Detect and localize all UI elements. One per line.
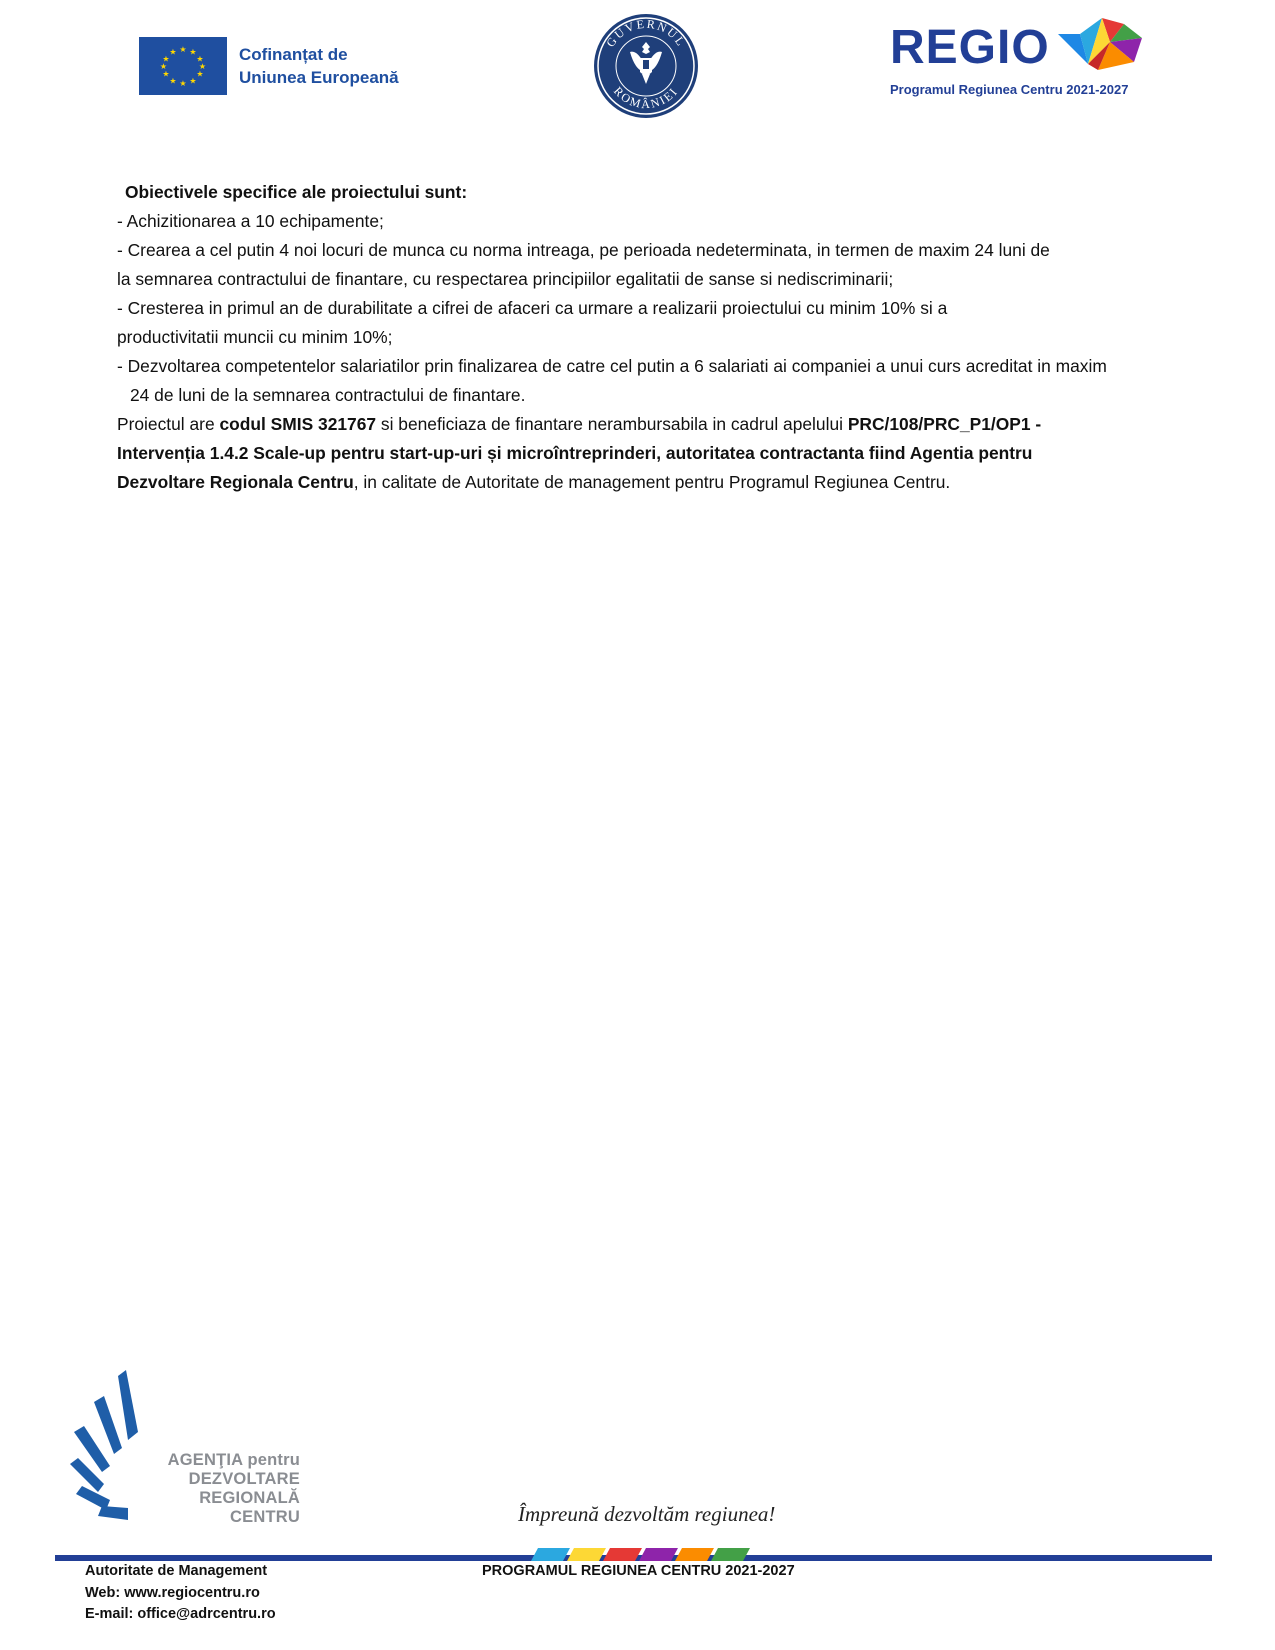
svg-text:★: ★	[169, 76, 177, 86]
svg-text:★: ★	[169, 47, 177, 57]
program-name: PROGRAMUL REGIUNEA CENTRU 2021-2027	[482, 1563, 795, 1579]
agency-name: Dezvoltare Regionala Centru	[117, 472, 354, 492]
regio-subtitle: Programul Regiunea Centru 2021-2027	[890, 82, 1129, 97]
romanian-government-seal	[592, 12, 700, 120]
smis-code: codul SMIS 321767	[219, 414, 377, 434]
funding-text: Proiectul are	[117, 414, 220, 434]
funding-paragraph	[117, 410, 1227, 497]
eu-line-1: Cofinanțat de	[239, 45, 348, 64]
objective-line: - Cresterea in primul an de durabilitate a cifrei de afaceri ca urmare a realizarii proiectului cu minim 10% si a	[117, 298, 948, 318]
adr-line-4: CENTRU	[230, 1508, 300, 1526]
svg-text:★: ★	[198, 62, 207, 71]
funding-text: , in calitate de Autoritate de management pentru Programul Regiunea Centru.	[353, 472, 951, 492]
regio-color-mark-icon	[1058, 18, 1142, 80]
svg-text:★: ★	[162, 69, 170, 79]
svg-text:★: ★	[196, 69, 204, 79]
seal-top-text: GUVERNUL	[603, 16, 689, 50]
eu-flag-icon	[139, 37, 227, 95]
eu-line-2: Uniunea Europeană	[239, 68, 399, 87]
svg-text:★: ★	[189, 76, 197, 86]
email-address[interactable]: E-mail: office@adrcentru.ro	[85, 1606, 276, 1622]
objective-line: productivitatii muncii cu minim 10%;	[117, 327, 393, 347]
authority-label: Autoritate de Management	[85, 1563, 268, 1579]
adr-logo-text	[168, 1451, 300, 1527]
regio-logo	[890, 18, 1150, 103]
objectives-heading: Obiectivele specifice ale proiectului sunt:	[125, 182, 468, 202]
objective-line: 24 de luni de la semnarea contractului de finantare.	[130, 385, 526, 405]
eu-cofinancing-text	[239, 43, 399, 89]
regio-wordmark: REGIO	[890, 21, 1050, 74]
svg-text:★: ★	[179, 79, 187, 88]
svg-text:★: ★	[196, 54, 204, 64]
adr-arc-mark-icon	[70, 1370, 180, 1528]
intervention-text: Intervenția 1.4.2 Scale-up pentru start-up-uri și microîntreprinderi, autoritatea contractanta fiind Agentia pentru	[117, 443, 1033, 463]
web-address[interactable]: Web: www.regiocentru.ro	[85, 1584, 260, 1601]
svg-text:★: ★	[162, 54, 170, 64]
funding-text: si beneficiaza de finantare nerambursabila in cadrul apelului	[376, 414, 848, 434]
objective-line: - Dezvoltarea competentelor salariatilor prin finalizarea de catre cel putin a 6 salariati ai companiei a unui curs acreditat in maxim	[117, 356, 1107, 376]
objective-line: la semnarea contractului de finantare, cu respectarea principiilor egalitatii de sanse si nediscriminarii;	[117, 269, 894, 289]
adr-centru-logo	[70, 1370, 300, 1528]
svg-text:★: ★	[189, 47, 197, 57]
footer-contact	[85, 1561, 276, 1626]
slogan: Împreună dezvoltăm regiunea!	[518, 1502, 776, 1526]
adr-line-1: AGENŢIA pentru	[167, 1451, 300, 1469]
adr-line-3: REGIONALĂ	[199, 1489, 300, 1507]
adr-line-2: DEZVOLTARE	[188, 1470, 300, 1488]
objective-line: - Crearea a cel putin 4 noi locuri de munca cu norma intreaga, pe perioada nedeterminata, in termen de maxim 24 luni de	[117, 240, 1050, 260]
svg-text:★: ★	[159, 62, 168, 71]
seal-bottom-text: ROMÂNIEI	[610, 83, 681, 112]
objective-line: - Achizitionarea a 10 echipamente;	[117, 211, 384, 231]
project-description	[117, 178, 1227, 497]
eu-cofinancing-logo	[139, 37, 399, 95]
svg-text:★: ★	[179, 45, 187, 54]
call-code: PRC/108/PRC_P1/OP1 -	[847, 414, 1042, 434]
